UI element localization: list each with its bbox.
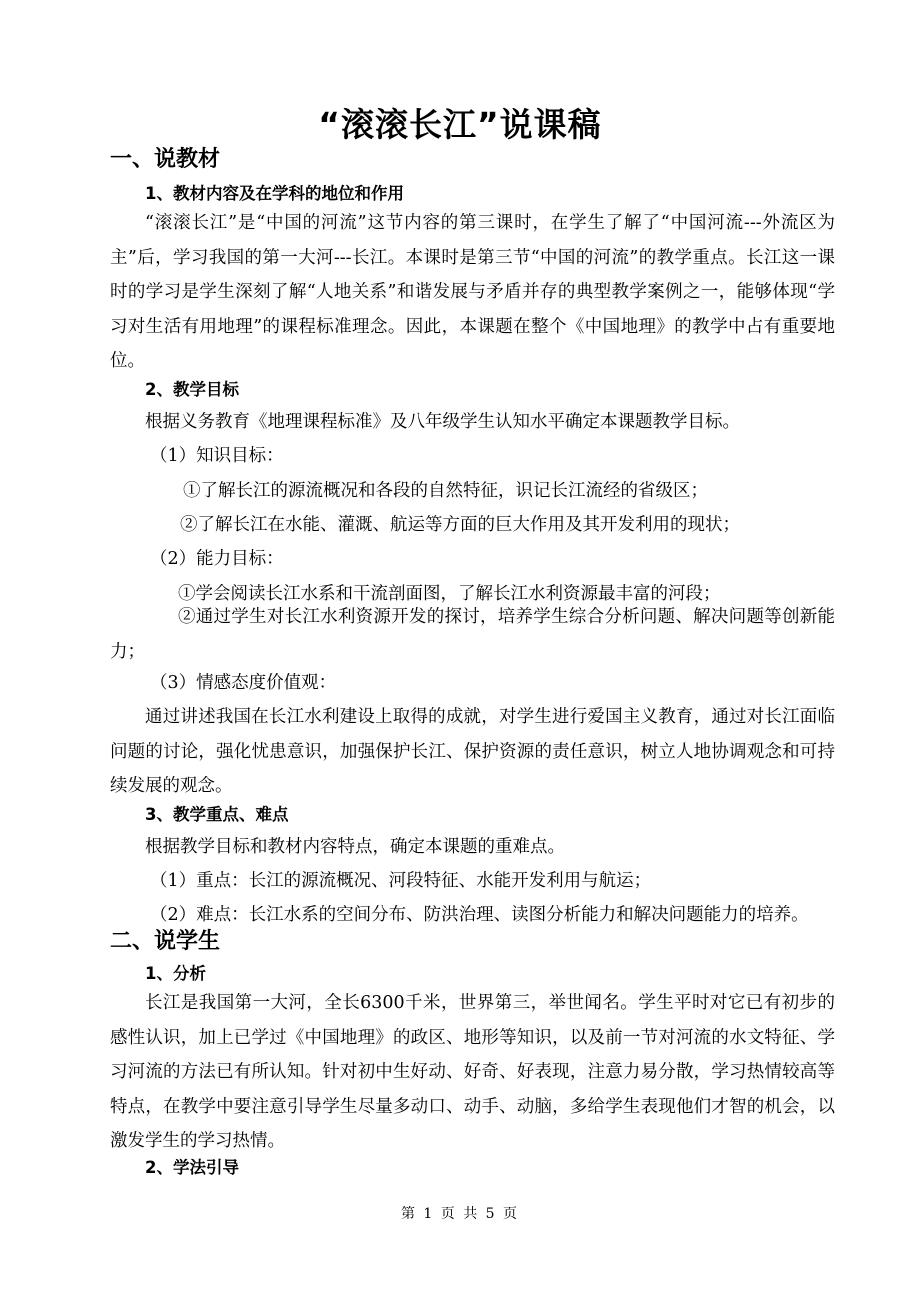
key-points: （1）重点：长江的源流概况、河段特征、水能开发利用与航运；: [150, 871, 652, 891]
ability-goals-label: （2）能力目标：: [150, 549, 284, 569]
subheading-study-method: 2、学法引导: [145, 1158, 239, 1177]
knowledge-goals-label: （1）知识目标：: [150, 446, 284, 466]
section-heading-textbook: 一、说教材: [110, 147, 221, 172]
subheading-content-position: 1、教材内容及在学科的地位和作用: [145, 184, 404, 203]
emotion-goals-paragraph: 通过讲述我国在长江水利建设上取得的成就，对学生进行爱国主义教育，通过对长江面临问题的讨论，强化忧患意识，加强保护长江、保护资源的责任意识，树立人地协调观念和可持续发展的观念。: [110, 707, 835, 796]
section-heading-students: 二、说学生: [110, 929, 221, 954]
page-footer: 第 1 页 共 5 页: [400, 1206, 520, 1222]
subheading-teaching-goals: 2、教学目标: [145, 380, 239, 399]
paragraph-content-position: “滚滚长江”是“中国的河流”这节内容的第三课时，在学生了解了“中国河流---外流区为主”后，学习我国的第一大河---长江。本课时是第三节“中国的河流”的教学重点。长江这一课时的学习是学生深刻了解“人地关系”和谐发展与矛盾并存的典型教学案例之一，能够体现“学习对生活有用地理”的课程标准理念。因此，本课题在整个《中国地理》的教学中占有重要地位。: [110, 213, 835, 371]
paragraph-teaching-goals: 根据义务教育《地理课程标准》及八年级学生认知水平确定本课题教学目标。: [145, 412, 740, 432]
document-title: “滚滚长江”说课稿: [318, 105, 602, 144]
knowledge-goal-1: ①了解长江的源流概况和各段的自然特征，识记长江流经的省级区；: [183, 481, 708, 501]
emotion-goals-label: （3）情感态度价值观：: [150, 673, 337, 693]
subheading-key-difficult: 3、教学重点、难点: [145, 805, 289, 824]
ability-goal-2: ②通过学生对长江水利资源开发的探讨，培养学生综合分析问题、解决问题等创新能力；: [110, 607, 835, 662]
subheading-analysis: 1、分析: [145, 964, 206, 983]
paragraph-key-difficult: 根据教学目标和教材内容特点，确定本课题的重难点。: [145, 837, 565, 857]
knowledge-goal-2: ②了解长江在水能、灌溉、航运等方面的巨大作用及其开发利用的现状；: [180, 515, 740, 535]
ability-goal-1: ①学会阅读长江水系和干流剖面图，了解长江水利资源最丰富的河段；: [178, 584, 721, 604]
paragraph-analysis: 长江是我国第一大河，全长6300千米，世界第三，举世闻名。学生平时对它已有初步的感性认识，加上已学过《中国地理》的政区、地形等知识，以及前一节对河流的水文特征、学习河流的方法已有所认知。针对初中生好动、好奇、好表现，注意力易分散，学习热情较高等特点，在教学中要注意引导学生尽量多动口、动手、动脑，多给学生表现他们才智的机会，以激发学生的学习热情。: [110, 993, 835, 1151]
difficult-points: （2）难点：长江水系的空间分布、防洪治理、读图分析能力和解决问题能力的培养。: [150, 905, 809, 925]
